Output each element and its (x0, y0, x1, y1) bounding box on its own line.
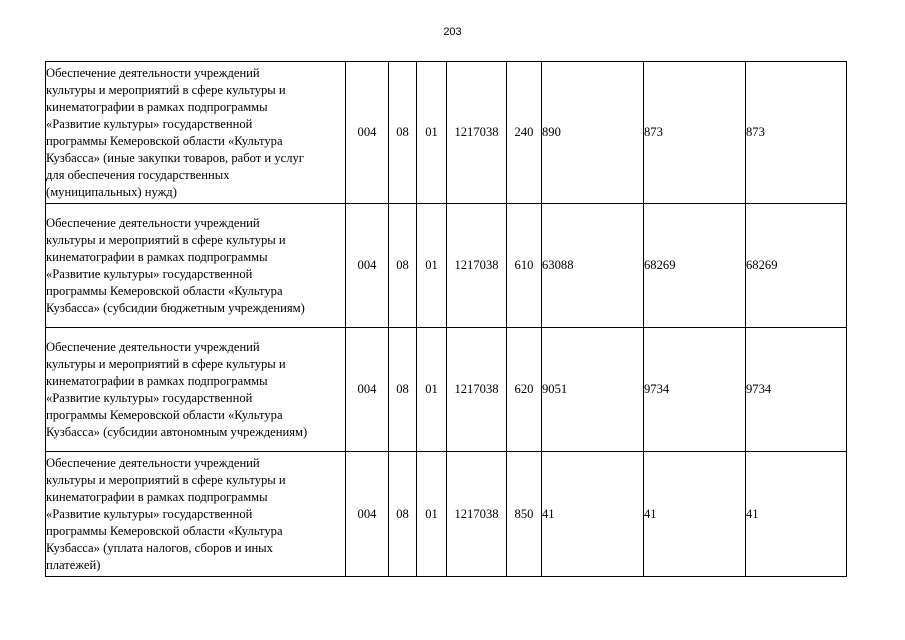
amount-year-2: 9734 (644, 328, 746, 452)
amount-year-2: 41 (644, 452, 746, 577)
amount-year-1: 890 (542, 62, 644, 204)
section-code: 08 (389, 452, 417, 577)
target-article-code: 1217038 (447, 328, 507, 452)
row-description: Обеспечение деятельности учреждений культуры и мероприятий в сфере культуры и кинематографии в рамках подпрограммы «Развитие культуры» государственной программы Кемеровской области «Культура Кузбасса» (субсидии автономным учреждениям) (46, 328, 346, 452)
section-code: 08 (389, 328, 417, 452)
amount-year-2: 873 (644, 62, 746, 204)
expense-type-code: 850 (507, 452, 542, 577)
ministry-code: 004 (346, 204, 389, 328)
section-code: 08 (389, 204, 417, 328)
amount-year-1: 9051 (542, 328, 644, 452)
expense-type-code: 610 (507, 204, 542, 328)
budget-table (45, 61, 847, 577)
section-code: 08 (389, 62, 417, 204)
amount-year-1: 63088 (542, 204, 644, 328)
subsection-code: 01 (417, 204, 447, 328)
amount-year-3: 41 (746, 452, 847, 577)
target-article-code: 1217038 (447, 452, 507, 577)
amount-year-3: 9734 (746, 328, 847, 452)
subsection-code: 01 (417, 62, 447, 204)
ministry-code: 004 (346, 328, 389, 452)
amount-year-1: 41 (542, 452, 644, 577)
expense-type-code: 620 (507, 328, 542, 452)
table-row (46, 328, 847, 452)
expense-type-code: 240 (507, 62, 542, 204)
target-article-code: 1217038 (447, 62, 507, 204)
row-description: Обеспечение деятельности учреждений культуры и мероприятий в сфере культуры и кинематографии в рамках подпрограммы «Развитие культуры» государственной программы Кемеровской области «Культура Кузбасса» (иные закупки товаров, работ и услуг для обеспечения государственных (муниципальных) нужд) (46, 62, 346, 204)
amount-year-3: 68269 (746, 204, 847, 328)
ministry-code: 004 (346, 62, 389, 204)
subsection-code: 01 (417, 328, 447, 452)
page-number: 203 (443, 26, 462, 38)
row-description: Обеспечение деятельности учреждений культуры и мероприятий в сфере культуры и кинематографии в рамках подпрограммы «Развитие культуры» государственной программы Кемеровской области «Культура Кузбасса» (субсидии бюджетным учреждениям) (46, 204, 346, 328)
table-row (46, 452, 847, 577)
ministry-code: 004 (346, 452, 389, 577)
subsection-code: 01 (417, 452, 447, 577)
amount-year-2: 68269 (644, 204, 746, 328)
target-article-code: 1217038 (447, 204, 507, 328)
row-description: Обеспечение деятельности учреждений культуры и мероприятий в сфере культуры и кинематографии в рамках подпрограммы «Развитие культуры» государственной программы Кемеровской области «Культура Кузбасса» (уплата налогов, сборов и иных платежей) (46, 452, 346, 577)
amount-year-3: 873 (746, 62, 847, 204)
table-row (46, 204, 847, 328)
table-row (46, 62, 847, 204)
